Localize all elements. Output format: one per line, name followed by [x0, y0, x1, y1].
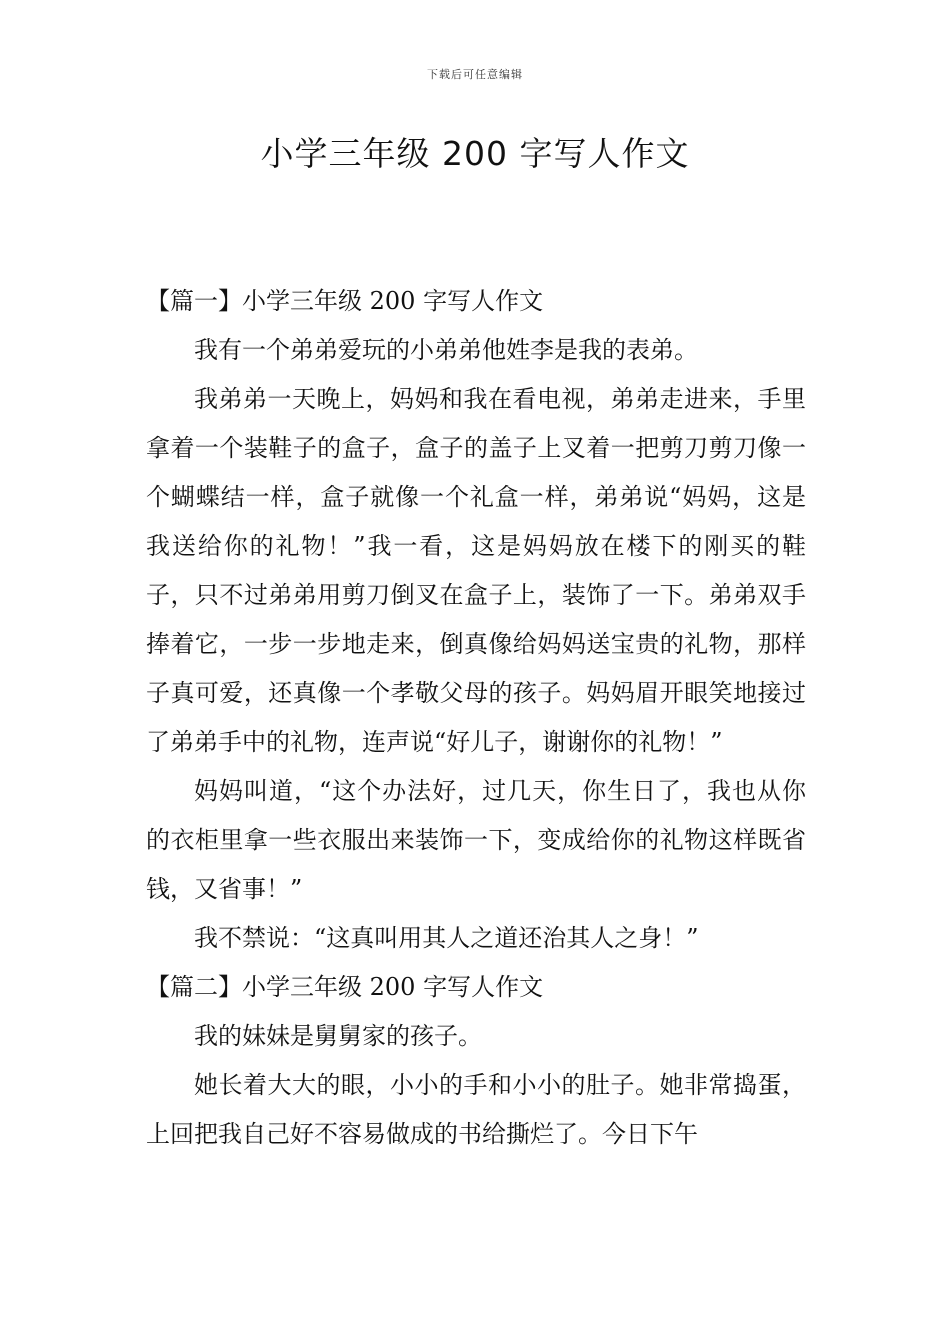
section-1 [146, 277, 806, 963]
section-heading: 【篇一】小学三年级 200 字写人作文 [146, 287, 544, 315]
document-title: 小学三年级 200 字写人作文 [260, 134, 690, 173]
paragraph: 我不禁说：“这真叫用其人之道还治其人之身！” [194, 924, 699, 952]
section-2 [146, 963, 806, 1159]
section-heading: 【篇二】小学三年级 200 字写人作文 [146, 973, 544, 1001]
page-header-note: 下载后可任意编辑 [427, 68, 523, 81]
paragraph: 我的妹妹是舅舅家的孩子。 [194, 1022, 482, 1050]
paragraph: 我弟弟一天晚上，妈妈和我在看电视，弟弟走进来，手里拿着一个装鞋子的盒子，盒子的盖子上叉着一把剪刀剪刀像一个蝴蝶结一样，盒子就像一个礼盒一样，弟弟说“妈妈，这是我送给你的礼物！”我一看，这是妈妈放在楼下的刚买的鞋子，只不过弟弟用剪刀倒叉在盒子上，装饰了一下。弟弟双手捧着它，一步一步地走来，倒真像给妈妈送宝贵的礼物，那样子真可爱，还真像一个孝敬父母的孩子。妈妈眉开眼笑地接过了弟弟手中的礼物，连声说“好儿子，谢谢你的礼物！” [146, 385, 806, 756]
paragraph: 我有一个弟弟爱玩的小弟弟他姓李是我的表弟。 [194, 336, 698, 364]
paragraph: 她长着大大的眼，小小的手和小小的肚子。她非常捣蛋，上回把我自己好不容易做成的书给撕烂了。今日下午 [146, 1071, 806, 1148]
document-body [146, 277, 806, 1159]
paragraph: 妈妈叫道，“这个办法好，过几天，你生日了，我也从你的衣柜里拿一些衣服出来装饰一下，变成给你的礼物这样既省钱，又省事！” [146, 777, 806, 903]
